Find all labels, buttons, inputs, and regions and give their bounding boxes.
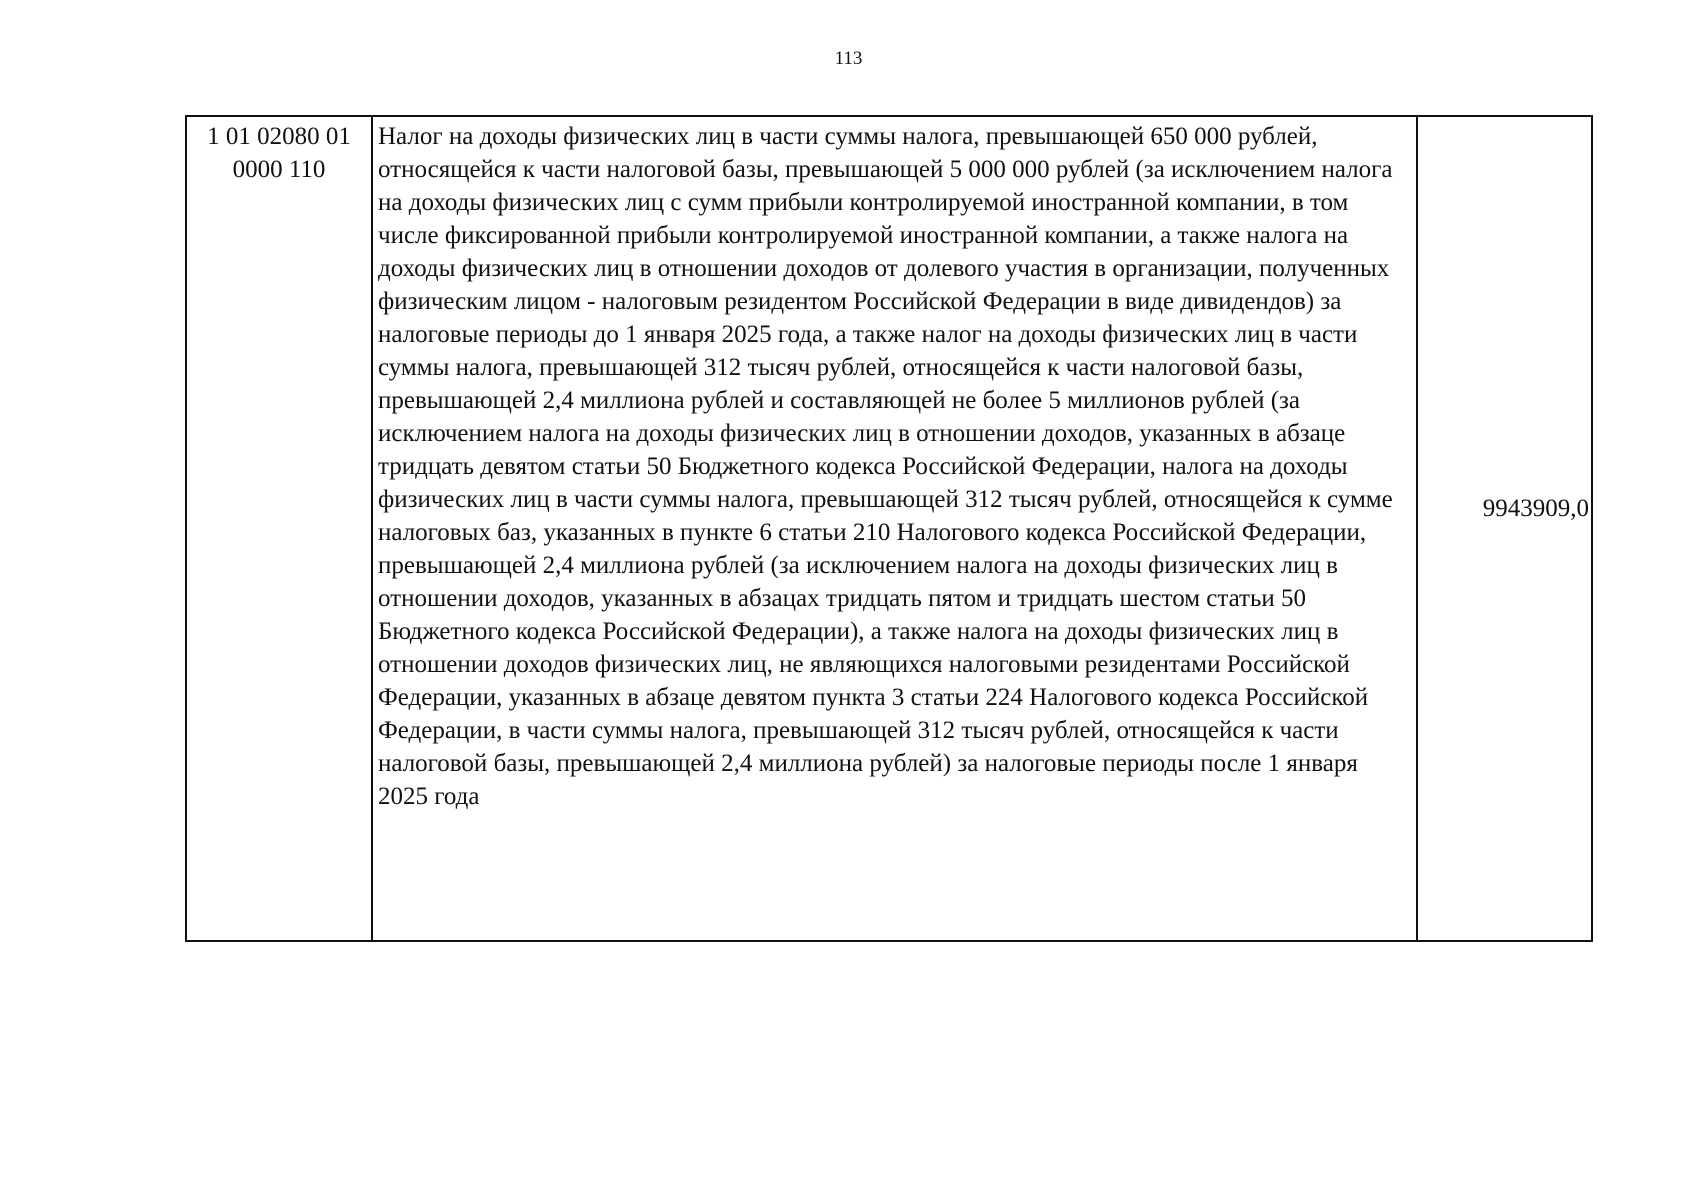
page-number: 113 xyxy=(834,48,863,69)
classification-code-cell xyxy=(186,116,372,941)
amount-cell: 9943909,0 xyxy=(1417,116,1592,941)
revenue-description-cell: Налог на доходы физических лиц в части суммы налога, превышающей 650 000 рублей, относящейся к части налоговой базы, превышающей 5 000 000 рублей (за исключением налога на доходы физических лиц с сумм прибыли контролируемой иностранной компании, в том числе фиксированной прибыли контролируемой иностранной компании, а также налога на доходы физических лиц в отношении доходов от долевого участия в организации, полученных физическим лицом - налоговым резидентом Российской Федерации в виде дивидендов) за налоговые периоды до 1 января 2025 года, а также налог на доходы физических лиц в части суммы налога, превышающей 312 тысяч рублей, относящейся к части налоговой базы, превышающей 2,4 миллиона рублей и составляющей не более 5 миллионов рублей (за исключением налога на доходы физических лиц в отношении доходов, указанных в абзаце тридцать девятом статьи 50 Бюджетного кодекса Российской Федерации, налога на доходы физических лиц в части суммы налога, превышающей 312 тысяч рублей, относящейся к сумме налоговых баз, указанных в пункте 6 статьи 210 Налогового кодекса Российской Федерации, превышающей 2,4 миллиона рублей (за исключением налога на доходы физических лиц в отношении доходов, указанных в абзацах тридцать пятом и тридцать шестом статьи 50 Бюджетного кодекса Российской Федерации), а также налога на доходы физических лиц в отношении доходов физических лиц, не являющихся налоговыми резидентами Российской Федерации, указанных в абзаце девятом пункта 3 статьи 224 Налогового кодекса Российской Федерации, в части суммы налога, превышающей 312 тысяч рублей, относящейся к части налоговой базы, превышающей 2,4 миллиона рублей) за налоговые периоды после 1 января 2025 года xyxy=(372,116,1417,941)
classification-code-line-1: 1 01 02080 01 xyxy=(207,123,351,150)
table-row xyxy=(186,116,1592,941)
classification-code-line-2: 0000 110 xyxy=(232,156,326,183)
budget-classification-table xyxy=(185,115,1593,942)
